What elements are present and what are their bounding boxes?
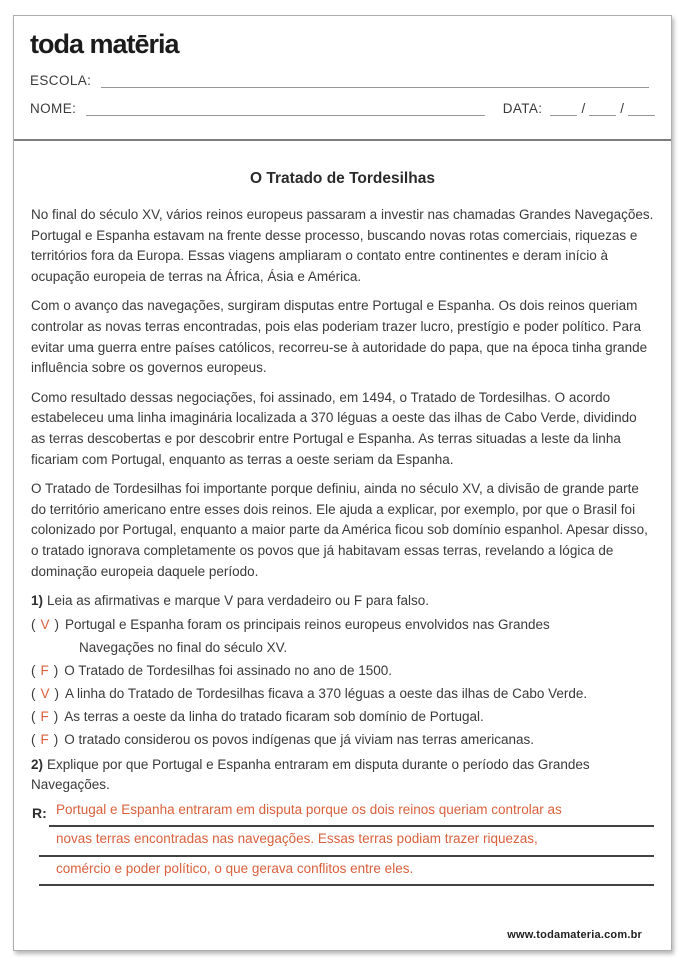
question-2-number: 2) [31,756,44,772]
paren-open: ( [31,662,36,678]
paragraph-4: O Tratado de Tordesilhas foi importante porque definiu, ainda no século XV, a divisão de grande parte do território americano entre esses dois reinos. Ele ajuda a explicar, por exemplo, por que o Brasil foi colonizado por Portugal, enquanto a maior parte da América ficou sob domínio espanhol. Apesar disso, o tratado ignorava completamente os povos que já habitavam essas terras, revelando a lógica de dominação europeia daquele período. [31,481,648,579]
vf-marker [31,707,58,728]
date-slash: / [581,101,586,116]
paren-open: ( [31,616,36,632]
paragraph-2: Com o avanço das navegações, surgiram disputas entre Portugal e Espanha. Os dois reinos queriam controlar as novas terras encontradas, pois elas poderiam trazer lucro, prestígio e poder político. Para evitar uma guerra entre países católicos, recorreu-se à autoridade do papa, que na época tinha grande influência sobre os governos europeus. [31,298,648,376]
paragraph-1: No final do século XV, vários reinos europeus passaram a investir nas chamadas Grandes Navegações. Portugal e Espanha estavam na frente desse processo, buscando novas rotas comerciais, riquezas e territórios fora da Europa. Essas viagens ampliaram o contato entre continentes e deram início à ocupação europeia de terras na África, Ásia e América. [31,207,654,284]
vf-item-1-text: Portugal e Espanha foram os principais reinos europeus envolvidos nas Grandes [65,616,550,632]
vf-answer-4: F [40,709,49,725]
vf-item-2 [31,661,654,682]
answer-line-2: novas terras encontradas nas navegações. Essas terras podiam trazer riquezas, [39,827,654,857]
paren-close: ) [54,616,60,632]
vf-item-2-text: O Tratado de Tordesilhas foi assinado no ano de 1500. [64,662,392,678]
worksheet-content [14,169,671,886]
paren-close: ) [53,709,59,725]
date-day-blank [550,101,577,116]
question-2-text: Explique por que Portugal e Espanha entraram em disputa durante o período das Grandes Navegações. [31,756,590,793]
school-label: ESCOLA: [30,73,92,88]
vf-item-3 [31,684,654,705]
paren-open: ( [31,732,36,748]
website-url: www.todamateria.com.br [507,929,642,941]
paren-close: ) [53,662,59,678]
worksheet-header [14,16,671,141]
answer-line-1: Portugal e Espanha entraram em disputa porque os dois reinos queriam controlar as [49,798,654,828]
vf-item-4 [31,707,654,728]
school-row [30,73,655,88]
vf-marker [31,684,59,705]
vf-answer-1: V [40,616,50,632]
vf-item-1 [31,615,654,636]
vf-item-5-text: O tratado considerou os povos indígenas que já viviam nas terras americanas. [64,732,535,748]
toda-materia-logo: toda matēria [30,29,179,59]
question-1-number: 1) [31,593,44,609]
paren-open: ( [31,685,36,701]
date-label: DATA: [502,101,543,116]
name-date-row [30,101,655,116]
vf-item-3-text: A linha do Tratado de Tordesilhas ficava a 370 léguas a oeste das ilhas de Cabo Verde. [65,685,588,701]
answer-prefix: R: [32,804,47,821]
vf-answer-2: F [40,662,49,678]
vf-marker [31,730,58,751]
document-title: O Tratado de Tordesilhas [250,170,435,187]
name-label: NOME: [30,101,77,116]
date-slash: / [620,101,624,116]
vf-answer-3: V [40,685,50,701]
date-month-blank [589,101,616,116]
name-fill-line [86,101,484,116]
school-fill-line [101,73,649,88]
paren-close: ) [54,685,60,701]
answer-line-3: comércio e poder político, o que gerava conflitos entre eles. [39,857,654,887]
paragraph-3: Como resultado dessas negociações, foi assinado, em 1494, o Tratado de Tordesilhas. O acordo estabeleceu uma linha imaginária localizada a 370 léguas a oeste das ilhas de Cabo Verde, dividindo as terras descobertas e por descobrir entre Portugal e Espanha. As terras situadas a leste da linha ficariam com Portugal, enquanto as terras a oeste seriam da Espanha. [31,389,637,467]
paren-close: ) [53,732,59,748]
vf-item-4-text: As terras a oeste da linha do tratado ficaram sob domínio de Portugal. [64,709,484,725]
paren-open: ( [31,709,36,725]
worksheet-page [13,15,672,951]
question-2-answer-area [31,798,654,887]
question-2-prompt [31,755,654,796]
vf-item-1-text-wrap: Navegações no final do século XV. [79,639,288,655]
question-1-text: Leia as afirmativas e marque V para verdadeiro ou F para falso. [47,593,429,609]
vf-answer-5: F [40,732,49,748]
vf-marker [31,661,58,682]
date-year-blank [628,101,655,116]
vf-item-5 [31,730,654,751]
vf-marker [31,615,59,636]
question-1-prompt [31,591,654,612]
